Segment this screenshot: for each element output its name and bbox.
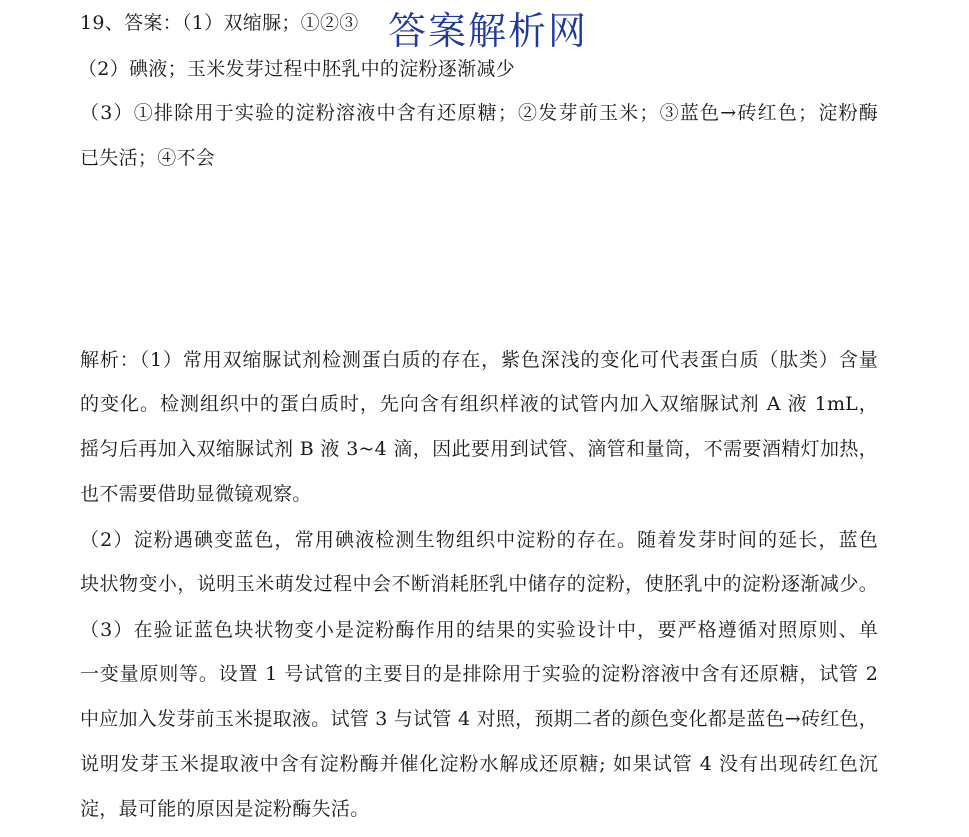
analysis-p1-line-1: 解析：（1）常用双缩脲试剂检测蛋白质的存在，紫色深浅的变化可代表蛋白质（肽类）含量 <box>80 349 878 371</box>
analysis-p3-line-4: 说明发芽玉米提取液中含有淀粉酶并催化淀粉水解成还原糖; 如果试管 4 没有出现砖红色沉 <box>80 753 878 775</box>
analysis-p3-line-2: 一变量原则等。设置 1 号试管的主要目的是排除用于实验的淀粉溶液中含有还原糖，试管 2 <box>80 663 878 685</box>
analysis-p3-line-1: （3）在验证蓝色块状物变小是淀粉酶作用的结果的实验设计中，要严格遵循对照原则、单 <box>80 619 878 641</box>
analysis-p2-line-2: 块状物变小，说明玉米萌发过程中会不断消耗胚乳中储存的淀粉，使胚乳中的淀粉逐渐减少。 <box>80 573 878 595</box>
answer-line-4: 已失活；④不会 <box>80 147 216 169</box>
analysis-p1-line-2: 的变化。检测组织中的蛋白质时，先向含有组织样液的试管内加入双缩脲试剂 A 液 1mL， <box>80 393 878 415</box>
watermark-logo: 答案解析网 <box>388 9 589 53</box>
analysis-p2-line-1: （2）淀粉遇碘变蓝色，常用碘液检测生物组织中淀粉的存在。随着发芽时间的延长，蓝色 <box>80 529 878 551</box>
analysis-p3-line-3: 中应加入发芽前玉米提取液。试管 3 与试管 4 对照，预期二者的颜色变化都是蓝色→砖红色， <box>80 708 878 730</box>
answer-line-1: 19、答案：（1）双缩脲；①②③ <box>80 12 359 34</box>
analysis-p3-line-5: 淀，最可能的原因是淀粉酶失活。 <box>80 798 370 820</box>
analysis-p1-line-4: 也不需要借助显微镜观察。 <box>80 483 312 505</box>
answer-line-3: （3）①排除用于实验的淀粉溶液中含有还原糖；②发芽前玉米；③蓝色→砖红色；淀粉酶 <box>80 102 878 124</box>
answer-line-2: （2）碘液；玉米发芽过程中胚乳中的淀粉逐渐减少 <box>78 58 515 80</box>
analysis-p1-line-3: 摇匀后再加入双缩脲试剂 B 液 3~4 滴，因此要用到试管、滴管和量筒，不需要酒精灯加热， <box>80 438 878 460</box>
